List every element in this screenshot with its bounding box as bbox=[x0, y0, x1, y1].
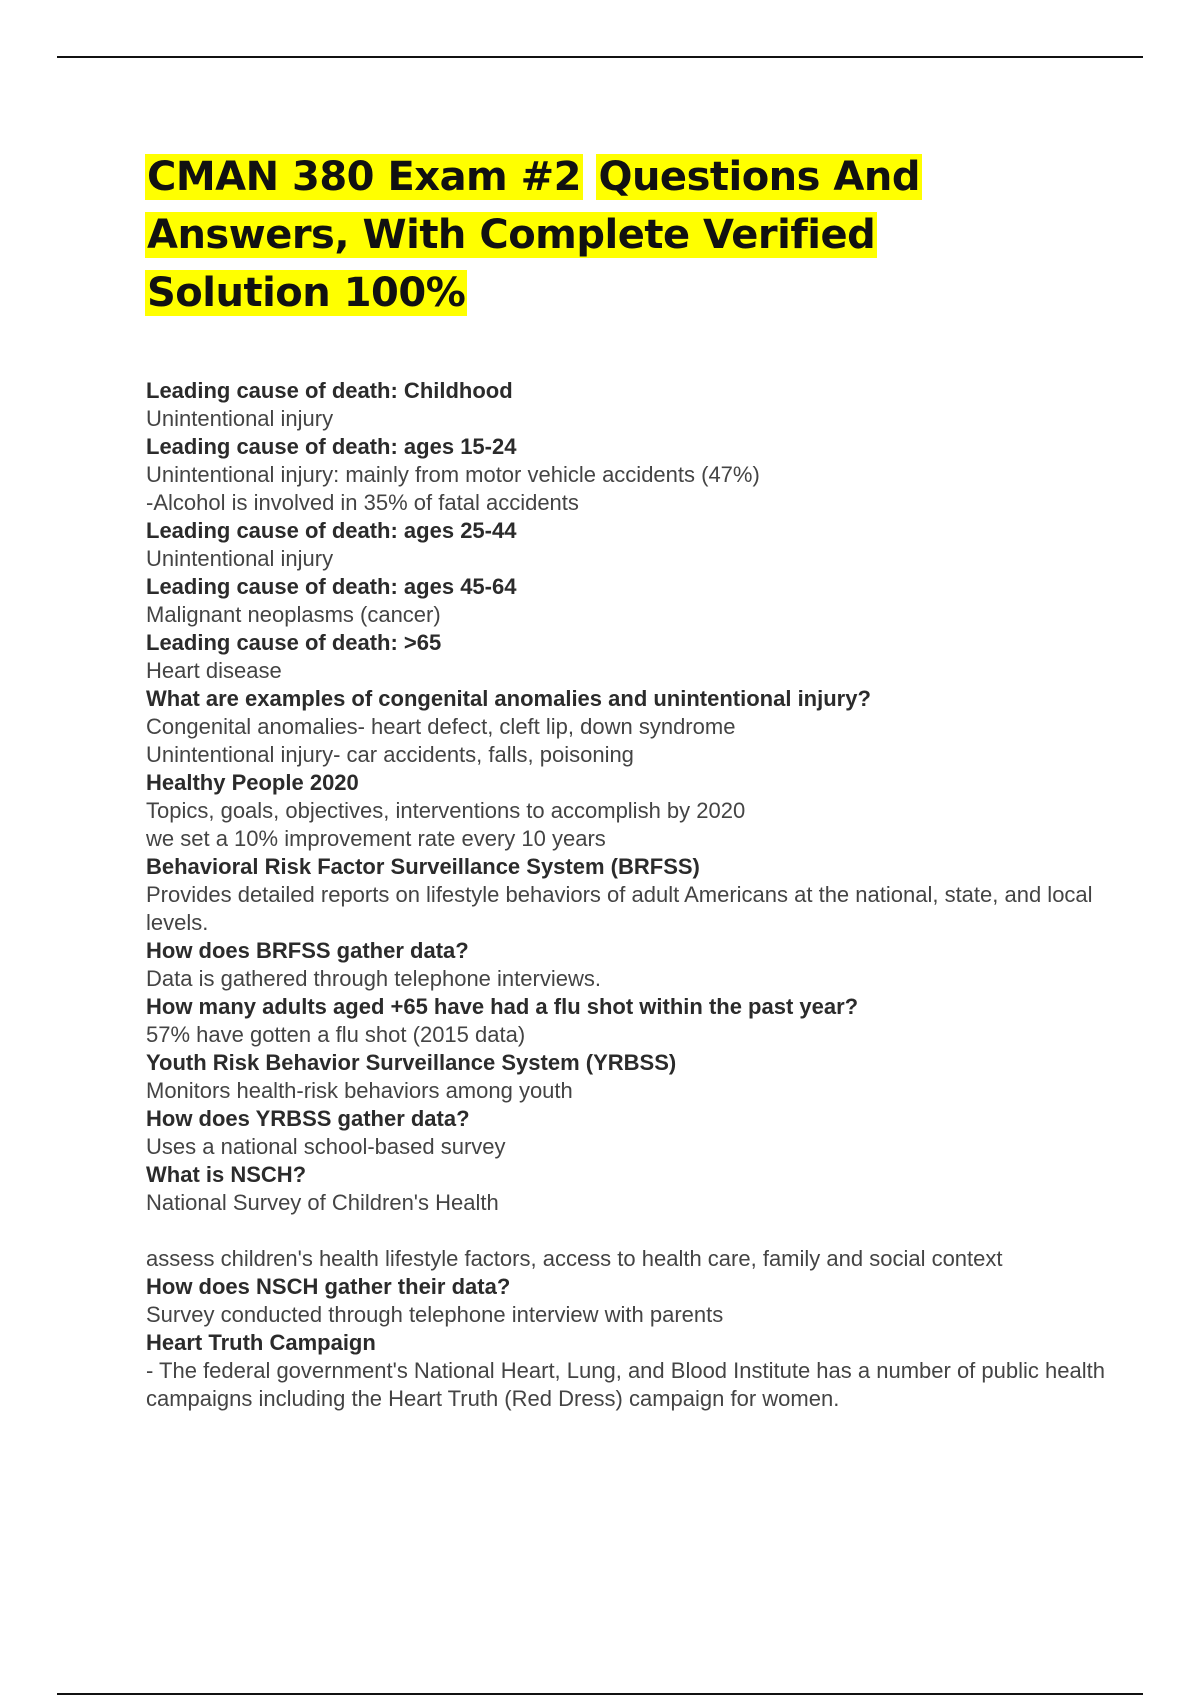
title-highlight-part2: Questions And Answers, With Complete Verified Solution 100% bbox=[147, 154, 920, 316]
question-text: Leading cause of death: ages 45-64 bbox=[146, 574, 517, 599]
question-text: Leading cause of death: ages 15-24 bbox=[146, 434, 517, 459]
answer-text: National Survey of Children's Health bbox=[146, 1190, 499, 1215]
answer-text: 57% have gotten a flu shot (2015 data) bbox=[146, 1022, 526, 1047]
question-text: Youth Risk Behavior Surveillance System (YRBSS) bbox=[146, 1050, 677, 1075]
title-highlight-part1: CMAN 380 Exam #2 bbox=[147, 154, 582, 200]
qa-entry bbox=[146, 517, 1106, 573]
answer-text: Unintentional injury: mainly from motor vehicle accidents (47%) bbox=[146, 462, 760, 487]
qa-entry bbox=[146, 1329, 1106, 1413]
document-title bbox=[145, 148, 1065, 322]
qa-list bbox=[146, 377, 1106, 1413]
answer-text: Unintentional injury bbox=[146, 406, 334, 431]
question-text: How does YRBSS gather data? bbox=[146, 1106, 470, 1131]
qa-entry bbox=[146, 573, 1106, 629]
qa-entry bbox=[146, 993, 1106, 1049]
question-text: Behavioral Risk Factor Surveillance System (BRFSS) bbox=[146, 854, 700, 879]
qa-entry bbox=[146, 1049, 1106, 1105]
qa-entry bbox=[146, 629, 1106, 685]
question-text: Healthy People 2020 bbox=[146, 770, 359, 795]
question-text: How does BRFSS gather data? bbox=[146, 938, 469, 963]
question-text: Heart Truth Campaign bbox=[146, 1330, 376, 1355]
qa-entry bbox=[146, 377, 1106, 433]
qa-entry bbox=[146, 1273, 1106, 1329]
answer-text: Unintentional injury bbox=[146, 546, 334, 571]
answer-spacer bbox=[146, 1217, 1106, 1245]
question-text: Leading cause of death: >65 bbox=[146, 630, 442, 655]
question-text: Leading cause of death: ages 25-44 bbox=[146, 518, 517, 543]
question-text: What are examples of congenital anomalies and unintentional injury? bbox=[146, 686, 871, 711]
qa-entry bbox=[146, 1105, 1106, 1161]
qa-entry bbox=[146, 685, 1106, 769]
answer-text: we set a 10% improvement rate every 10 years bbox=[146, 826, 606, 851]
answer-text: Monitors health-risk behaviors among youth bbox=[146, 1078, 573, 1103]
qa-entry bbox=[146, 769, 1106, 853]
answer-text: Congenital anomalies- heart defect, cleft lip, down syndrome bbox=[146, 714, 736, 739]
answer-text: - The federal government's National Heart, Lung, and Blood Institute has a number of public health campaigns including the Heart Truth (Red Dress) campaign for women. bbox=[146, 1358, 1105, 1411]
answer-text: assess children's health lifestyle factors, access to health care, family and social context bbox=[146, 1246, 1003, 1271]
answer-text: Malignant neoplasms (cancer) bbox=[146, 602, 441, 627]
question-text: How many adults aged +65 have had a flu shot within the past year? bbox=[146, 994, 859, 1019]
top-rule bbox=[57, 56, 1143, 58]
answer-text: Uses a national school-based survey bbox=[146, 1134, 506, 1159]
qa-entry bbox=[146, 433, 1106, 517]
answer-text: Heart disease bbox=[146, 658, 282, 683]
qa-entry bbox=[146, 937, 1106, 993]
answer-text: Topics, goals, objectives, interventions to accomplish by 2020 bbox=[146, 798, 746, 823]
answer-text: Data is gathered through telephone interviews. bbox=[146, 966, 601, 991]
answer-text: Provides detailed reports on lifestyle behaviors of adult Americans at the national, state, and local levels. bbox=[146, 882, 1093, 935]
question-text: Leading cause of death: Childhood bbox=[146, 378, 513, 403]
answer-text: Survey conducted through telephone interview with parents bbox=[146, 1302, 724, 1327]
answer-text: Unintentional injury- car accidents, falls, poisoning bbox=[146, 742, 634, 767]
question-text: What is NSCH? bbox=[146, 1162, 307, 1187]
qa-entry bbox=[146, 853, 1106, 937]
answer-text: -Alcohol is involved in 35% of fatal accidents bbox=[146, 490, 579, 515]
bottom-rule bbox=[57, 1693, 1143, 1695]
qa-entry bbox=[146, 1161, 1106, 1273]
question-text: How does NSCH gather their data? bbox=[146, 1274, 511, 1299]
